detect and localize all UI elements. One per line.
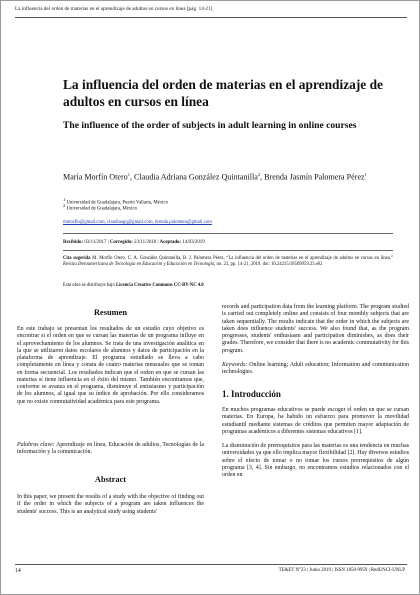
- resumen-heading: Resumen: [93, 308, 128, 317]
- abstract-text: In this paper, we present the results of a study with the objective of finding out if the order in which the subjects of a program are taken influences the students' success. This is an analytical study using students': [17, 494, 204, 515]
- citation-journal: Revista Iberoamericana de Tecnología en Educación y Educación en Tecnología: [63, 261, 215, 267]
- author-1: María Morfín Otero: [63, 172, 128, 182]
- resumen-keywords-text: Aprendizaje en línea, Educación de adultos, Tecnologías de la información y la comunicación.: [17, 442, 204, 456]
- introduction-paragraph-2: La disminución de prerrequisitos para las materias es una tendencia en muchas universidades ya que ello implica mayor flexibilidad [2]. Hay diversos estudios sobre el efecto de tomar o no tomar los cursos prerrequisitos de algún programa [3, 4]. Sin embargo, no encontramos estudios relacionados con el orden en: [222, 443, 409, 478]
- introduction-paragraph-1: En muchos programas educativos se puede escoger el orden en que se cursan materias. En Europa, ha habido un esfuerzo para promover la movilidad estudiantil mediante sistemas de créditos que permiten mayor adaptación de programas académicos a diferentes sistemas educativos [1].: [222, 407, 409, 435]
- accepted-label: Aceptado:: [159, 240, 182, 245]
- affiliation-2-sup: 2: [63, 203, 66, 208]
- abstract-keywords-label: Keywords:: [222, 362, 248, 368]
- running-head: La influencia del orden de materias en el aprendizaje de adultos en cursos en línea [pág. 14-21]: [15, 6, 213, 12]
- received-date: 03/11/2017: [84, 240, 107, 245]
- author-separator: ,: [129, 172, 135, 182]
- footer-rule: [15, 564, 407, 565]
- author-1-sup: 1: [127, 172, 130, 177]
- author-2-sup: 2: [257, 172, 261, 177]
- citation-details: , no. 23, pp. 14-21, 2019. doi: 10.24215/18509959.23.e02: [214, 261, 323, 267]
- affiliation-2-text: Universidad de Guadalajara, México: [66, 206, 138, 212]
- dates-line: Recibido: 03/11/2017 | Corregido: 23/11/2018 | Aceptado: 14/03/2019: [63, 240, 205, 245]
- suggested-citation: [63, 256, 393, 268]
- resumen-text: En este trabajo se presentan los resultados de un estudio cuyo objetivo es encontrar si el orden en que se cursan las materias de un programa influye en el aprovechamiento de los alumnos. Se trata de una investigación analítica en la que se utilizaron datos escolares de alumnos y datos de participación en la plataforma de aprendizaje. El programa estudiado se lleva a cabo completamente en línea y consta de cuatro materias mensuales que se toman en forma secuencial. Los resultados indican que el orden en que se cursan las materias sí tiene influencia en el éxito del mismo. También encontramos que, conforme se avanza en el programa, disminuye el entusiasmo y participación de los alumnos, al igual que su índice de aprobación. Por ello consideramos que no existe conmutatividad académica para este programa.: [17, 326, 204, 405]
- author-separator: ,: [260, 172, 265, 182]
- author-list: [63, 170, 393, 183]
- introduction-heading: 1. Introducción: [222, 389, 281, 399]
- license-name[interactable]: Licencia Creative Commons CC-BY-NC 4.0: [115, 283, 204, 288]
- footer-journal: TE&ET N°23 | Junio 2019 | ISSN 1850-9959 | RedUNCI-UNLP: [278, 568, 405, 573]
- affiliation-1-sup: 1: [63, 197, 66, 202]
- author-3: Brenda Jasmín Palomera Pérez: [264, 172, 365, 182]
- author-3-sup: 1: [364, 172, 367, 177]
- resumen-keywords-label: Palabras clave:: [17, 442, 55, 448]
- license-line: [63, 283, 393, 289]
- header-rule: [15, 17, 407, 18]
- meta-rule-bottom: [63, 250, 393, 251]
- abstract-keywords-text: Online learning; Adult education; Information and communication technologies.: [222, 362, 410, 376]
- accepted-date: 14/03/2019: [182, 240, 205, 245]
- title-english: The influence of the order of subjects in adult learning in online courses: [63, 120, 357, 131]
- affiliation-2: [63, 200, 393, 213]
- author-2: Claudia Adriana González Quintanilla: [134, 172, 258, 182]
- meta-rule-top: [63, 233, 393, 234]
- corrected-label: Corregido:: [109, 240, 133, 245]
- received-label: Recibido:: [63, 240, 84, 245]
- corrected-date: 23/11/2018: [134, 240, 157, 245]
- citation-text: M. Morfín Otero, C. A. González Quintanilla, B. J. Palomera Pérez, “La influencia del orden de materias en el aprendizaje de adultos en cursos en línea,”: [92, 256, 394, 261]
- abstract-keywords: [222, 362, 409, 377]
- license-prefix: Esta obra se distribuye bajo: [63, 283, 115, 288]
- resumen-keywords: [17, 442, 204, 457]
- abstract-heading: Abstract: [94, 475, 127, 484]
- page-number: 14: [15, 568, 21, 574]
- abstract-text-continued: records and participation data from the learning platform. The program studied is carried out completely online and consists of four monthly subjects that are taken sequentially. The results indicate that the order in which the subjects are taken does influence students' success. We also found that, as the program progresses, students' enthusiasm and participation diminishes, as does their grades. Therefore, we consider that there is no academic commutativity for this program.: [222, 304, 409, 354]
- author-emails[interactable]: mmorfin@gmail.com, claudiaagq@gmail.com, brenda.palomera@gmail.com: [63, 220, 212, 225]
- affiliation-1-text: Universidad de Guadalajara, Puerto Vallarta, México: [66, 200, 168, 206]
- title-spanish: La influencia del orden de materias en el aprendizaje de adultos en cursos en línea: [63, 77, 383, 109]
- citation-label: Cita sugerida: [63, 256, 91, 261]
